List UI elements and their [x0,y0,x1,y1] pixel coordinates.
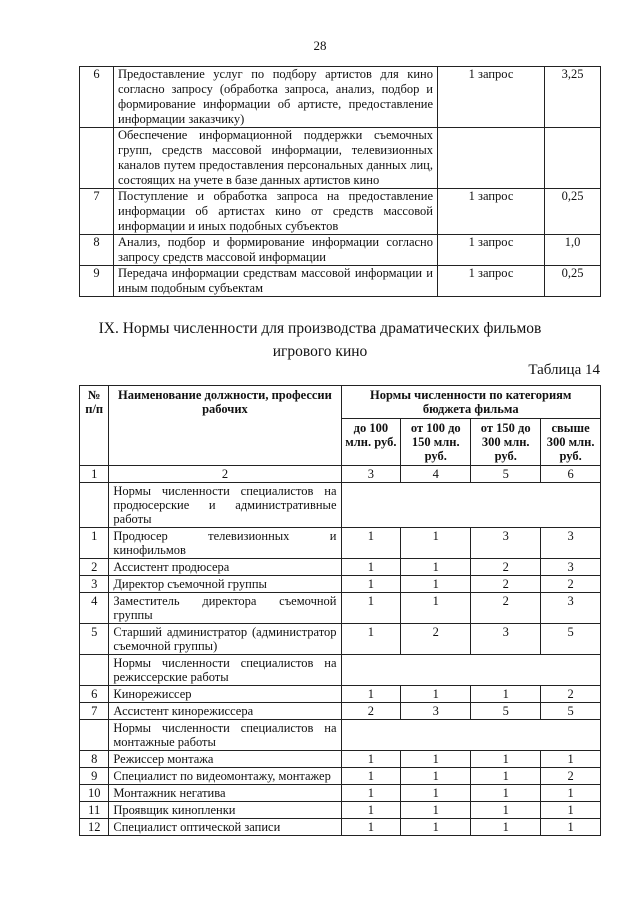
row-number: 12 [80,819,109,836]
staffing-norms-table [79,385,601,836]
staff-norm-value: 2 [471,593,541,624]
staff-norm-value: 1 [401,751,471,768]
time-norm: 1,0 [545,235,601,266]
staff-norm-value: 1 [401,768,471,785]
section-heading: Нормы численности специалистов на режиссерские работы [109,655,341,686]
staff-norm-value: 3 [471,528,541,559]
staff-norm-value: 2 [541,576,601,593]
column-index: 2 [109,466,341,483]
unit: 1 запрос [438,67,545,128]
staff-norm-value: 1 [401,686,471,703]
row-number: 6 [80,686,109,703]
unit: 1 запрос [438,189,545,235]
table-row [80,751,601,768]
section-title-continued: игрового кино [272,343,368,360]
row-number: 1 [80,528,109,559]
staff-norm-value: 1 [341,751,401,768]
header-budget-category: Нормы численности по категориям бюджета фильма [341,386,601,419]
staff-norm-value: 1 [471,751,541,768]
table-row [80,128,601,189]
service-description: Предоставление услуг по подбору артистов для кино согласно запросу (обработка запроса, анализ, подбор и формирование информации об артисте, предоставление информации заказчику) [114,67,438,128]
position-name: Директор съемочной группы [109,576,341,593]
staff-norm-value: 1 [341,624,401,655]
table-row [80,593,601,624]
staff-norm-value: 2 [541,686,601,703]
column-index: 5 [471,466,541,483]
unit: 1 запрос [438,266,545,297]
table-row [80,189,601,235]
position-name: Продюсер телевизионных и кинофильмов [109,528,341,559]
row-number: 5 [80,624,109,655]
position-name: Специалист оптической записи [109,819,341,836]
section-heading: Нормы численности специалистов на продюсерские и административные работы [109,483,341,528]
table-row [80,559,601,576]
staff-norm-value: 5 [541,624,601,655]
staff-norm-value: 1 [341,576,401,593]
header-sub-4: свыше 300 млн. руб. [541,419,601,466]
table-row [80,624,601,655]
staff-norm-value: 2 [341,703,401,720]
staff-norm-value: 1 [401,785,471,802]
unit: 1 запрос [438,235,545,266]
service-description: Поступление и обработка запроса на предоставление информации об артистах кино от средств массовой информации и иных подобных субъектов [114,189,438,235]
table-row [80,235,601,266]
staff-norm-value: 1 [341,528,401,559]
time-norm: 3,25 [545,67,601,128]
position-name: Старший администратор (администратор съемочной группы) [109,624,341,655]
position-name: Ассистент продюсера [109,559,341,576]
position-name: Кинорежиссер [109,686,341,703]
staff-norm-value: 3 [471,624,541,655]
table-row [80,528,601,559]
column-index: 4 [401,466,471,483]
header-number: № п/п [80,386,109,466]
time-norm: 0,25 [545,189,601,235]
row-number: 9 [80,768,109,785]
table-row [80,686,601,703]
staff-norm-value: 1 [541,819,601,836]
staff-norm-value: 3 [541,593,601,624]
time-norm [545,128,601,189]
staff-norm-value: 1 [401,559,471,576]
row-number: 4 [80,593,109,624]
section-row [80,720,601,751]
header-sub-1: до 100 млн. руб. [341,419,401,466]
table-row [80,785,601,802]
staff-norm-value: 1 [471,819,541,836]
empty-cell [341,655,601,686]
column-index: 3 [341,466,401,483]
empty-cell [80,655,109,686]
unit [438,128,545,189]
section-row [80,655,601,686]
section-title: IX. Нормы численности для производства драматических фильмов [98,320,542,337]
staff-norm-value: 2 [541,768,601,785]
row-number: 11 [80,802,109,819]
staff-norm-value: 1 [341,768,401,785]
table-row [80,266,601,297]
page-number: 28 [313,38,327,53]
staff-norm-value: 3 [401,703,471,720]
staff-norm-value: 1 [401,819,471,836]
staff-norm-value: 1 [401,802,471,819]
row-number: 3 [80,576,109,593]
staff-norm-value: 1 [341,802,401,819]
empty-cell [341,483,601,528]
row-number: 7 [80,189,114,235]
staff-norm-value: 1 [471,686,541,703]
section-row [80,483,601,528]
position-name: Режиссер монтажа [109,751,341,768]
row-number: 9 [80,266,114,297]
position-name: Ассистент кинорежиссера [109,703,341,720]
row-number: 8 [80,235,114,266]
table-row [80,67,601,128]
staff-norm-value: 1 [471,802,541,819]
staff-norm-value: 5 [541,703,601,720]
row-number: 8 [80,751,109,768]
time-norm: 0,25 [545,266,601,297]
staff-norm-value: 3 [541,528,601,559]
staff-norm-value: 1 [341,593,401,624]
table-row [80,576,601,593]
staff-norm-value: 1 [541,751,601,768]
staff-norm-value: 1 [541,785,601,802]
staff-norm-value: 1 [401,593,471,624]
header-position-name: Наименование должности, профессии рабочих [109,386,341,466]
staff-norm-value: 2 [471,576,541,593]
staff-norm-value: 1 [341,686,401,703]
table-row [80,802,601,819]
staff-norm-value: 1 [401,528,471,559]
column-index-row [80,466,601,483]
position-name: Специалист по видеомонтажу, монтажер [109,768,341,785]
empty-cell [341,720,601,751]
position-name: Заместитель директора съемочной группы [109,593,341,624]
position-name: Монтажник негатива [109,785,341,802]
header-sub-2: от 100 до 150 млн. руб. [401,419,471,466]
staff-norm-value: 1 [341,559,401,576]
table-row [80,703,601,720]
section-heading: Нормы численности специалистов на монтажные работы [109,720,341,751]
table-row [80,819,601,836]
row-number: 6 [80,67,114,128]
staff-norm-value: 5 [471,703,541,720]
staff-norm-value: 1 [401,576,471,593]
service-description: Передача информации средствам массовой информации и иным подобным субъектам [114,266,438,297]
column-index: 1 [80,466,109,483]
service-description: Обеспечение информационной поддержки съемочных групп, средств массовой информации, телевизионных каналов путем предоставления персональных данных лиц, состоящих на учете в базе данных артистов кино [114,128,438,189]
staff-norm-value: 3 [541,559,601,576]
staff-norm-value: 2 [401,624,471,655]
service-description: Анализ, подбор и формирование информации согласно запросу средств массовой информации [114,235,438,266]
empty-cell [80,720,109,751]
staff-norm-value: 1 [341,785,401,802]
row-number: 2 [80,559,109,576]
staff-norm-value: 1 [541,802,601,819]
header-sub-3: от 150 до 300 млн. руб. [471,419,541,466]
row-number [80,128,114,189]
table-row [80,768,601,785]
row-number: 7 [80,703,109,720]
column-index: 6 [541,466,601,483]
empty-cell [80,483,109,528]
position-name: Проявщик кинопленки [109,802,341,819]
staff-norm-value: 1 [471,768,541,785]
staff-norm-value: 1 [471,785,541,802]
row-number: 10 [80,785,109,802]
staff-norm-value: 2 [471,559,541,576]
staff-norm-value: 1 [341,819,401,836]
table-label: Таблица 14 [528,362,600,378]
services-table [79,66,601,297]
